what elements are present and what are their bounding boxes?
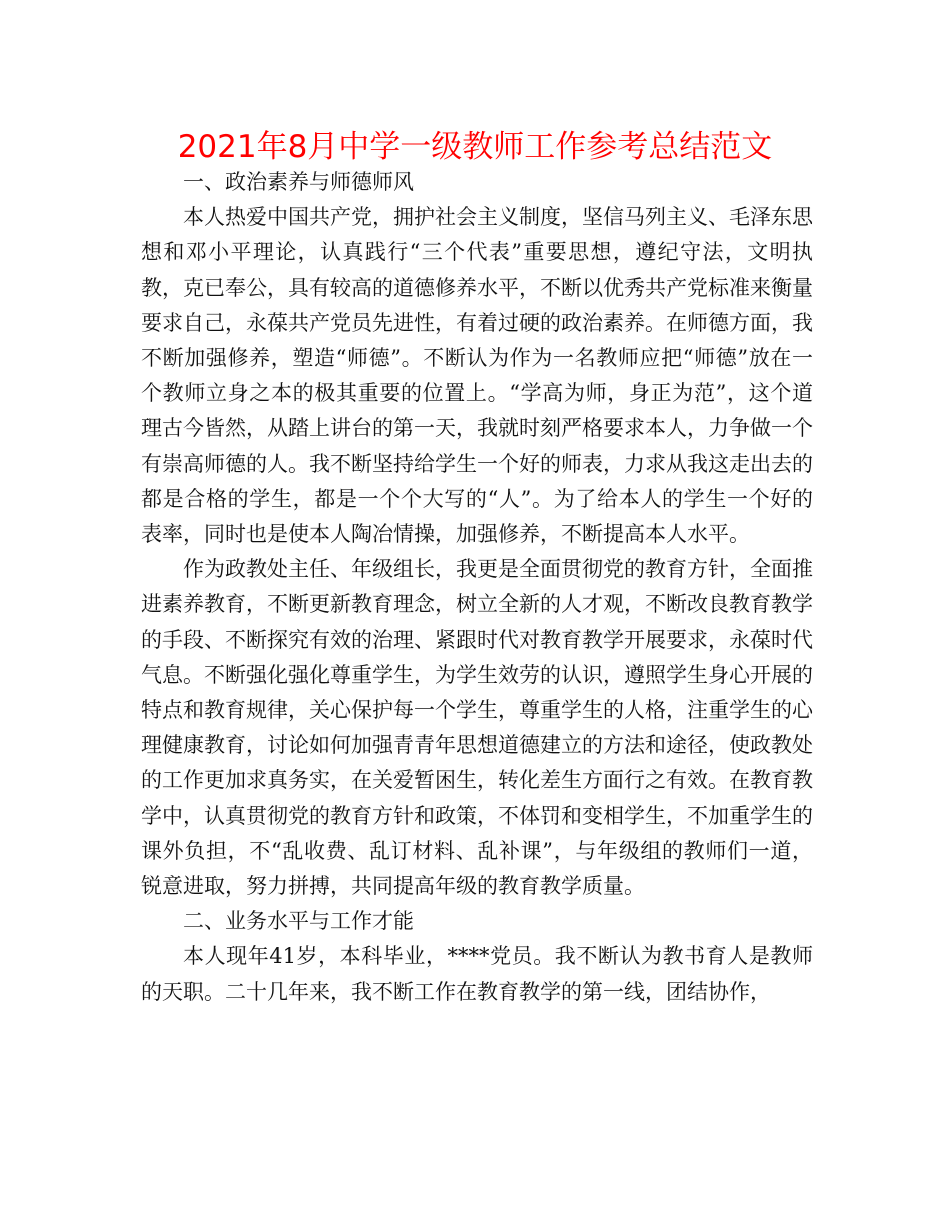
body-paragraph-2: 作为政教处主任、年级组长，我更是全面贯彻党的教育方针，全面推进素养教育，不断更新教育理念，树立全新的人才观，不断改良教育教学的手段、不断探究有效的治理、紧跟时代对教育教学开展要求，永葆时代气息。不断强化强化尊重学生，为学生效劳的认识，遵照学生身心开展的特点和教育规律，关心保护每一个学生，尊重学生的人格，注重学生的心理健康教育，讨论如何加强青青年思想道德建立的方法和途径，使政教处的工作更加求真务实，在关爱暂困生，转化差生方面行之有效。在教育教学中，认真贯彻党的教育方针和政策，不体罚和变相学生，不加重学生的课外负担，不“乱收费、乱订材料、乱补课”，与年级组的教师们一道，锐意进取，努力拼搏，共同提高年级的教育教学质量。	[141, 557, 813, 899]
section-heading-1: 一、政治素养与师德师风	[183, 170, 414, 194]
document-title: 2021年8月中学一级教师工作参考总结范文	[177, 129, 773, 165]
body-paragraph-3: 本人现年41岁，本科毕业，****党员。我不断认为教书育人是教师的天职。二十几年来，我不断工作在教育教学的第一线，团结协作，	[141, 944, 813, 1004]
section-heading-2: 二、业务水平与工作才能	[183, 909, 414, 934]
document-body	[141, 165, 813, 1010]
body-paragraph-1: 本人热爱中国共产党，拥护社会主义制度，坚信马列主义、毛泽东思想和邓小平理论，认真践行“三个代表”重要思想，遵纪守法，文明执教，克已奉公，具有较高的道德修养水平，不断以优秀共产党标准来衡量要求自己，永葆共产党员先进性，有着过硬的政治素养。在师德方面，我不断加强修养，塑造“师德”。不断认为作为一名教师应把“师德”放在一个教师立身之本的极其重要的位置上。“学高为师，身正为范”，这个道理古今皆然，从踏上讲台的第一天，我就时刻严格要求本人，力争做一个有崇高师德的人。我不断坚持给学生一个好的师表，力求从我这走出去的都是合格的学生，都是一个个大写的“人”。为了给本人的学生一个好的表率，同时也是使本人陶冶情操，加强修养，不断提高本人水平。	[141, 205, 813, 547]
